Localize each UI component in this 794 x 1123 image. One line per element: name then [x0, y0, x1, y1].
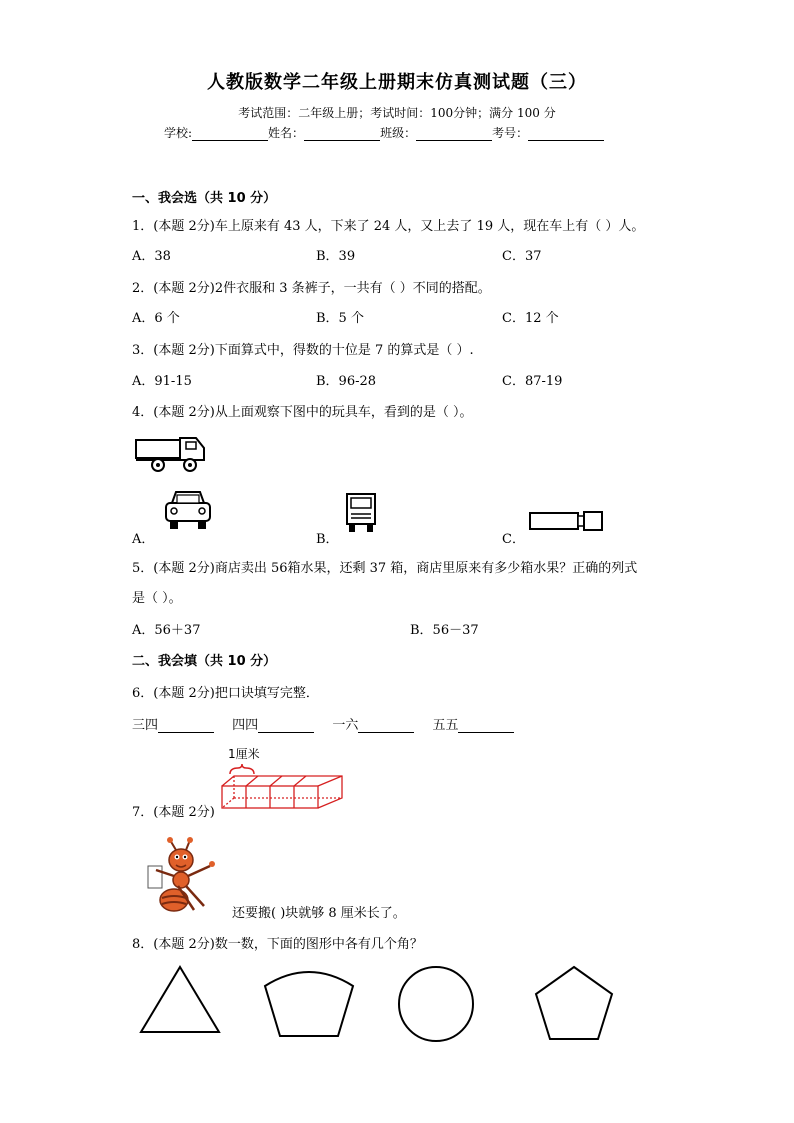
- q5-option-a[interactable]: A．56＋37: [132, 623, 201, 638]
- rhyme-blank[interactable]: [458, 719, 514, 733]
- question-2: 2．(本题 2分)2件衣服和 3 条裤子，一共有（ ）不同的搭配。: [132, 281, 491, 296]
- q3-option-a[interactable]: A．91-15: [132, 374, 192, 389]
- q1-option-a[interactable]: A．38: [132, 249, 171, 264]
- q1-option-b[interactable]: B．39: [316, 249, 356, 264]
- ant-image: [144, 836, 224, 916]
- q2-option-c[interactable]: C．12 个: [502, 311, 559, 326]
- q4-option-c[interactable]: C．: [502, 532, 525, 547]
- question-1: 1．(本题 2分)车上原来有 43 人，下来了 24 人，又上去了 19 人，现在车上有（ ）人。: [132, 219, 645, 234]
- question-5: 5．(本题 2分)商店卖出 56箱水果，还剩 37 箱，商店里原来有多少箱水果？正确的列式: [132, 561, 638, 576]
- name-label: 姓名：: [268, 126, 305, 140]
- school-blank[interactable]: [192, 128, 268, 141]
- cube-row-image: [218, 760, 348, 810]
- section-1-title: 一、我会选（共 10 分）: [132, 191, 277, 206]
- question-4: 4．(本题 2分)从上面观察下图中的玩具车，看到的是（ ）。: [132, 405, 473, 420]
- number-blank[interactable]: [528, 128, 604, 141]
- truck-side-view-image: [134, 434, 210, 474]
- circle-shape: [396, 964, 476, 1044]
- question-7: 7．(本题 2分): [132, 805, 215, 820]
- rhyme-item: 三四: [132, 718, 159, 733]
- q1-option-c[interactable]: C．37: [502, 249, 542, 264]
- q3-option-b[interactable]: B．96-28: [316, 374, 377, 389]
- rhyme-blank[interactable]: [158, 719, 214, 733]
- truck-top-view-image[interactable]: [528, 510, 606, 532]
- ruler-label: 1厘米: [228, 747, 260, 761]
- exam-info: 考试范围：二年级上册；考试时间：100分钟；满分 100 分: [238, 106, 556, 120]
- question-8: 8．(本题 2分)数一数，下面的图形中各有几个角？: [132, 937, 423, 952]
- truck-front-view-image[interactable]: [345, 492, 377, 534]
- q4-option-b[interactable]: B．: [316, 532, 339, 547]
- question-7-caption: 还要搬( )块就够 8 厘米长了。: [232, 906, 406, 921]
- q2-option-a[interactable]: A．6 个: [132, 311, 180, 326]
- name-blank[interactable]: [304, 128, 380, 141]
- rhyme-blank[interactable]: [258, 719, 314, 733]
- fan-shape: [262, 964, 356, 1040]
- q6-fill-line: [132, 714, 528, 733]
- section-2-title: 二、我会填（共 10 分）: [132, 654, 277, 669]
- class-label: 班级：: [380, 126, 417, 140]
- rhyme-item: 四四: [232, 718, 259, 733]
- rhyme-item: 五五: [432, 718, 459, 733]
- rhyme-item: 一六: [332, 718, 359, 733]
- q4-option-a[interactable]: A．: [132, 532, 155, 547]
- q2-option-b[interactable]: B．5 个: [316, 311, 364, 326]
- number-label: 考号：: [492, 126, 529, 140]
- question-6: 6．(本题 2分)把口诀填写完整．: [132, 686, 319, 701]
- student-info-line: [164, 124, 604, 141]
- class-blank[interactable]: [416, 128, 492, 141]
- question-5-cont: 是（ ）。: [132, 591, 182, 606]
- triangle-shape: [138, 964, 222, 1036]
- q5-option-b[interactable]: B．56－37: [410, 623, 479, 638]
- question-3: 3．(本题 2分)下面算式中，得数的十位是 7 的算式是（ ）.: [132, 343, 474, 358]
- rhyme-blank[interactable]: [358, 719, 414, 733]
- q3-option-c[interactable]: C．87-19: [502, 374, 563, 389]
- page-title: 人教版数学二年级上册期末仿真测试题（三）: [207, 72, 587, 93]
- pentagon-shape: [532, 964, 616, 1044]
- school-label: 学校:: [164, 126, 193, 140]
- car-front-view-image[interactable]: [162, 489, 214, 533]
